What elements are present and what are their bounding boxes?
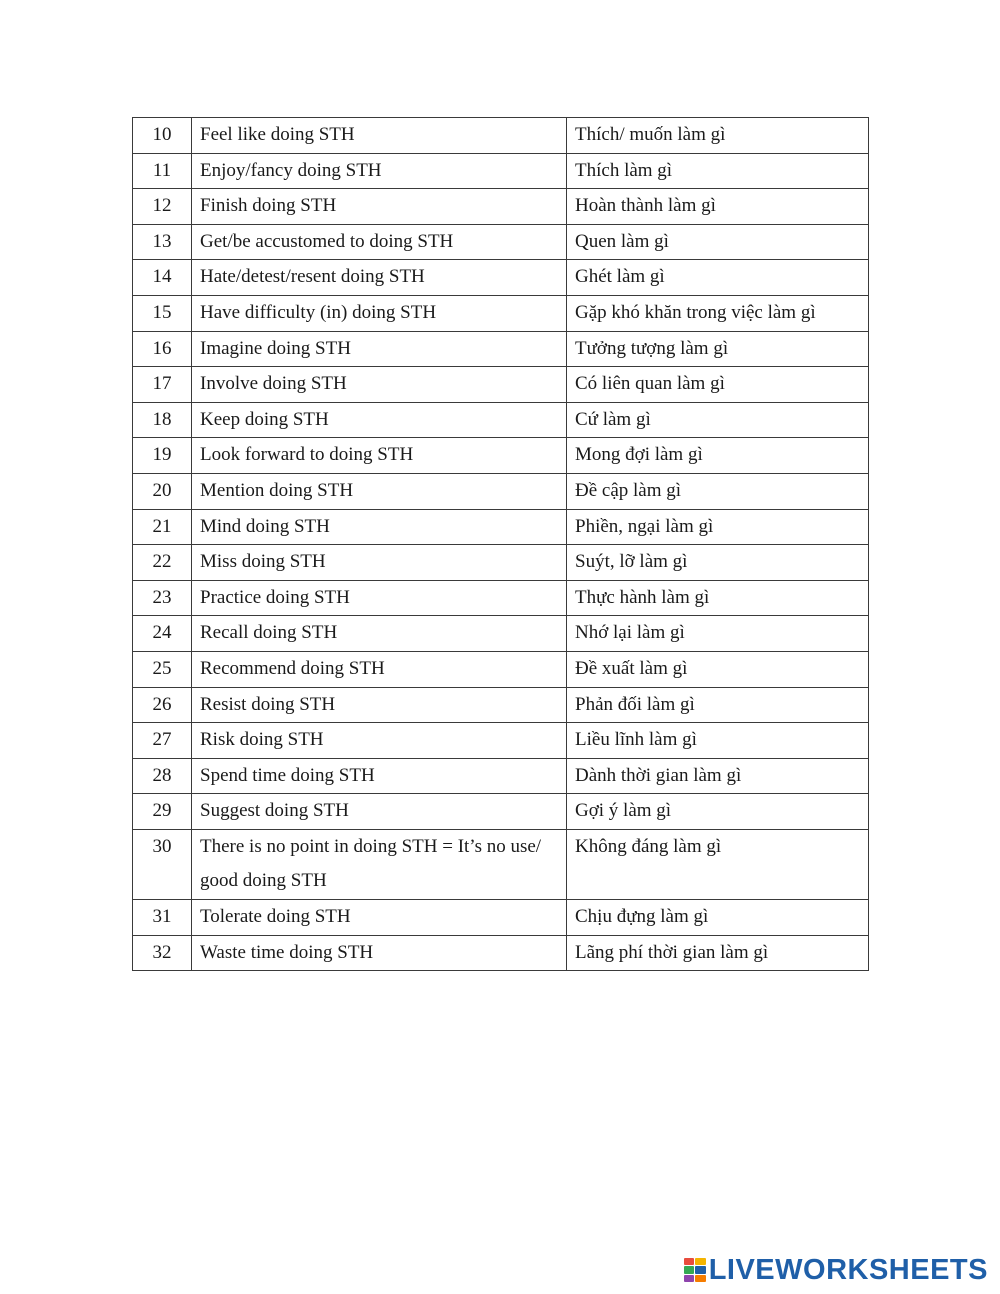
- table-body: [133, 118, 869, 971]
- table-row: [133, 189, 869, 225]
- vietnamese-meaning: Mong đợi làm gì: [567, 438, 869, 474]
- logo-mark-square: [684, 1258, 695, 1265]
- table-row: [133, 402, 869, 438]
- english-phrase: Finish doing STH: [192, 189, 567, 225]
- row-number: 19: [133, 438, 192, 474]
- vietnamese-meaning: Gợi ý làm gì: [567, 794, 869, 830]
- row-number: 22: [133, 545, 192, 581]
- table-row: [133, 687, 869, 723]
- english-phrase: Spend time doing STH: [192, 758, 567, 794]
- english-phrase: Practice doing STH: [192, 580, 567, 616]
- row-number: 13: [133, 224, 192, 260]
- gerund-verbs-table: [132, 117, 869, 971]
- vietnamese-meaning: Đề xuất làm gì: [567, 651, 869, 687]
- english-phrase: Recommend doing STH: [192, 651, 567, 687]
- table-row: [133, 295, 869, 331]
- english-phrase: Tolerate doing STH: [192, 900, 567, 936]
- vietnamese-meaning: Phản đối làm gì: [567, 687, 869, 723]
- table-row: [133, 153, 869, 189]
- english-phrase: Recall doing STH: [192, 616, 567, 652]
- english-phrase: Hate/detest/resent doing STH: [192, 260, 567, 296]
- vietnamese-meaning: Quen làm gì: [567, 224, 869, 260]
- english-phrase: Waste time doing STH: [192, 935, 567, 971]
- row-number: 25: [133, 651, 192, 687]
- table-row: [133, 758, 869, 794]
- logo-text: LIVEWORKSHEETS: [708, 1254, 988, 1286]
- english-phrase: Resist doing STH: [192, 687, 567, 723]
- vietnamese-meaning: Có liên quan làm gì: [567, 367, 869, 403]
- table-row: [133, 438, 869, 474]
- english-phrase: Feel like doing STH: [192, 118, 567, 154]
- row-number: 21: [133, 509, 192, 545]
- table-row: [133, 794, 869, 830]
- table-row: [133, 829, 869, 899]
- vietnamese-meaning: Liều lĩnh làm gì: [567, 723, 869, 759]
- row-number: 31: [133, 900, 192, 936]
- english-phrase: Get/be accustomed to doing STH: [192, 224, 567, 260]
- vietnamese-meaning: Chịu đựng làm gì: [567, 900, 869, 936]
- table-row: [133, 935, 869, 971]
- row-number: 20: [133, 473, 192, 509]
- row-number: 30: [133, 829, 192, 899]
- english-phrase: Suggest doing STH: [192, 794, 567, 830]
- row-number: 14: [133, 260, 192, 296]
- vietnamese-meaning: Không đáng làm gì: [567, 829, 869, 899]
- vietnamese-meaning: Dành thời gian làm gì: [567, 758, 869, 794]
- row-number: 29: [133, 794, 192, 830]
- vietnamese-meaning: Hoàn thành làm gì: [567, 189, 869, 225]
- english-phrase: Keep doing STH: [192, 402, 567, 438]
- logo-mark-square: [695, 1275, 706, 1282]
- table-row: [133, 224, 869, 260]
- english-phrase: Miss doing STH: [192, 545, 567, 581]
- table-row: [133, 545, 869, 581]
- logo-mark-square: [684, 1275, 695, 1282]
- liveworksheets-logo-icon: [684, 1258, 706, 1282]
- table-row: [133, 900, 869, 936]
- row-number: 24: [133, 616, 192, 652]
- vietnamese-meaning: Ghét làm gì: [567, 260, 869, 296]
- table-row: [133, 651, 869, 687]
- row-number: 26: [133, 687, 192, 723]
- logo-mark-square: [695, 1266, 706, 1273]
- vietnamese-meaning: Phiền, ngại làm gì: [567, 509, 869, 545]
- vietnamese-meaning: Thích/ muốn làm gì: [567, 118, 869, 154]
- row-number: 32: [133, 935, 192, 971]
- english-phrase: There is no point in doing STH = It’s no use/ good doing STH: [192, 829, 567, 899]
- vietnamese-meaning: Tưởng tượng làm gì: [567, 331, 869, 367]
- table-row: [133, 723, 869, 759]
- logo-mark-square: [695, 1258, 706, 1265]
- english-phrase: Involve doing STH: [192, 367, 567, 403]
- liveworksheets-logo[interactable]: [684, 1253, 988, 1287]
- english-phrase: Imagine doing STH: [192, 331, 567, 367]
- table-row: [133, 473, 869, 509]
- table-row: [133, 616, 869, 652]
- english-phrase: Risk doing STH: [192, 723, 567, 759]
- row-number: 27: [133, 723, 192, 759]
- row-number: 10: [133, 118, 192, 154]
- row-number: 28: [133, 758, 192, 794]
- vietnamese-meaning: Thích làm gì: [567, 153, 869, 189]
- table-row: [133, 331, 869, 367]
- logo-mark-square: [684, 1266, 695, 1273]
- vietnamese-meaning: Lãng phí thời gian làm gì: [567, 935, 869, 971]
- english-phrase: Mind doing STH: [192, 509, 567, 545]
- vietnamese-meaning: Suýt, lỡ làm gì: [567, 545, 869, 581]
- row-number: 23: [133, 580, 192, 616]
- vietnamese-meaning: Thực hành làm gì: [567, 580, 869, 616]
- table-row: [133, 260, 869, 296]
- row-number: 12: [133, 189, 192, 225]
- english-phrase: Have difficulty (in) doing STH: [192, 295, 567, 331]
- table-row: [133, 118, 869, 154]
- vietnamese-meaning: Gặp khó khăn trong việc làm gì: [567, 295, 869, 331]
- row-number: 15: [133, 295, 192, 331]
- row-number: 16: [133, 331, 192, 367]
- vietnamese-meaning: Cứ làm gì: [567, 402, 869, 438]
- english-phrase: Look forward to doing STH: [192, 438, 567, 474]
- vietnamese-meaning: Đề cập làm gì: [567, 473, 869, 509]
- row-number: 18: [133, 402, 192, 438]
- vietnamese-meaning: Nhớ lại làm gì: [567, 616, 869, 652]
- table-row: [133, 580, 869, 616]
- row-number: 11: [133, 153, 192, 189]
- table-row: [133, 367, 869, 403]
- english-phrase: Mention doing STH: [192, 473, 567, 509]
- english-phrase: Enjoy/fancy doing STH: [192, 153, 567, 189]
- row-number: 17: [133, 367, 192, 403]
- table-row: [133, 509, 869, 545]
